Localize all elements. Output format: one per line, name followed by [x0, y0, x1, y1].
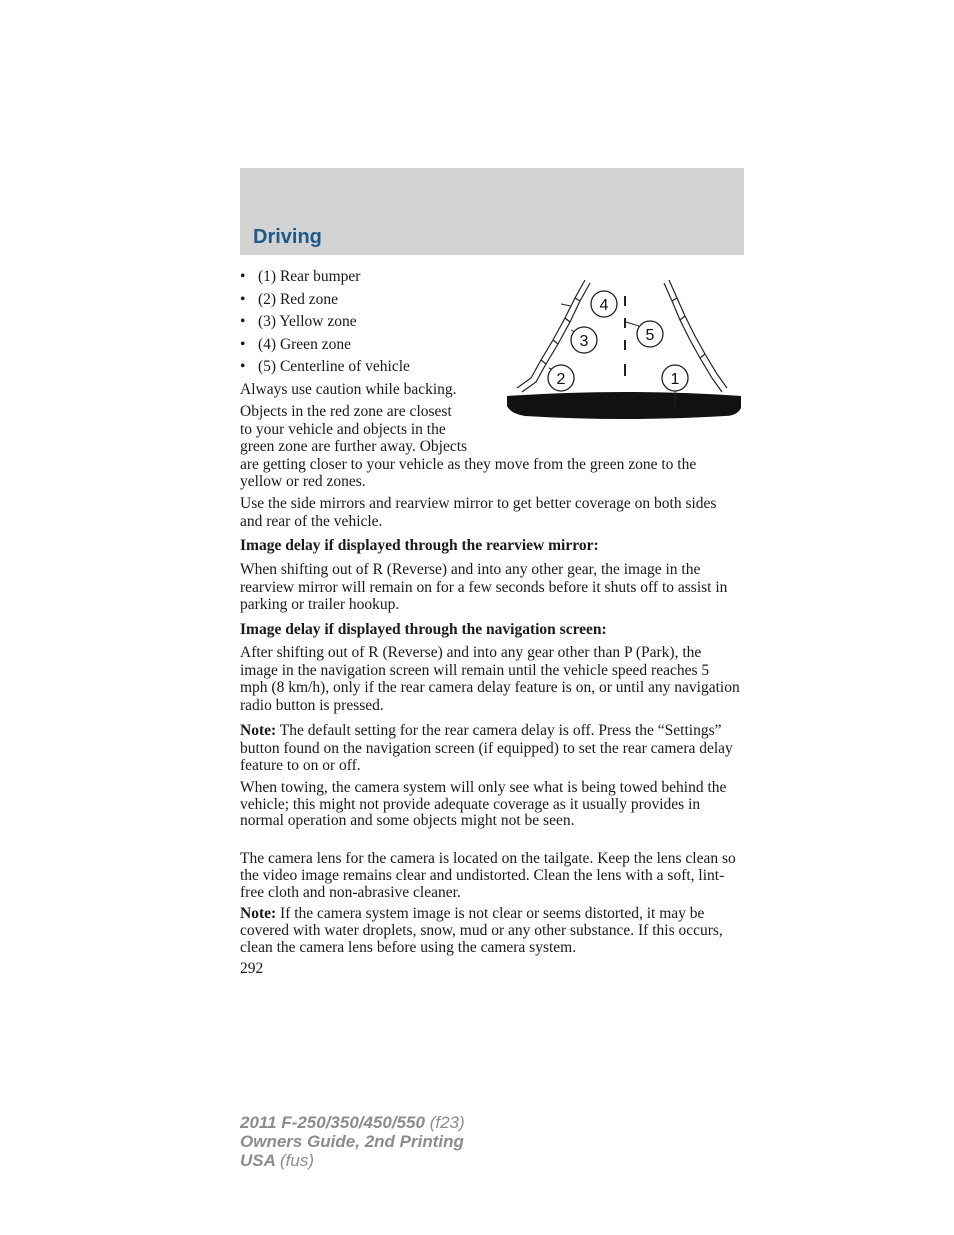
- footer-model-code: (f23): [429, 1113, 465, 1132]
- legend-item-yellow-zone: • (3) Yellow zone: [240, 313, 500, 336]
- nav-delay-heading: Image delay if displayed through the navigation screen:: [240, 621, 607, 638]
- diagram-legend-list: [240, 268, 500, 381]
- mirrors-paragraph: Use the side mirrors and rearview mirror to get better coverage on both sides and rear of the vehicle.: [240, 495, 717, 530]
- callout-label-3: 3: [579, 333, 589, 350]
- note-label: Note:: [240, 722, 277, 739]
- footer-market-code: (fus): [280, 1151, 314, 1170]
- note-text: If the camera system image is not clear or seems distorted, it may be covered with water droplets, snow, mud or any other substance. If this occurs, clean the camera lens before using the camera system.: [240, 905, 723, 956]
- footer-line-1: [240, 1113, 465, 1132]
- callout-label-1: 1: [670, 371, 680, 388]
- footer-line-2: Owners Guide, 2nd Printing: [240, 1132, 464, 1151]
- note-label: Note:: [240, 905, 277, 922]
- legend-item-green-zone: • (4) Green zone: [240, 336, 500, 359]
- footer-line-3: [240, 1151, 465, 1170]
- zones-line-4: are getting closer to your vehicle as they move from the green zone to the yellow or red zones.: [240, 455, 697, 490]
- callout-label-4: 4: [599, 297, 609, 314]
- section-title: Driving: [253, 226, 322, 248]
- document-footer: [240, 1113, 465, 1170]
- legend-item-rear-bumper: • (1) Rear bumper: [240, 268, 500, 291]
- note-lens-cleaning: [240, 906, 740, 956]
- caution-paragraph: Always use caution while backing.: [240, 381, 457, 398]
- zones-line-2: to your vehicle and objects in the: [240, 420, 446, 438]
- lens-paragraph: The camera lens for the camera is located on the tailgate. Keep the lens clean so the video image remains clear and undistorted. Clean the lens with a soft, lint-free cloth and non-abrasive cleaner.: [240, 850, 736, 901]
- mirror-delay-heading: Image delay if displayed through the rearview mirror:: [240, 537, 599, 554]
- mirror-delay-paragraph: When shifting out of R (Reverse) and into any other gear, the image in the rearview mirror will remain on for a few seconds before it shuts off to assist in parking or trailer hookup.: [240, 561, 728, 613]
- callout-label-5: 5: [645, 327, 655, 344]
- zones-line-1: Objects in the red zone are closest: [240, 403, 452, 420]
- legend-item-red-zone: • (2) Red zone: [240, 291, 500, 314]
- legend-item-centerline: • (5) Centerline of vehicle: [240, 358, 500, 381]
- note-text: The default setting for the rear camera delay is off. Press the “Settings” button found on the navigation screen (if equipped) to set the rear camera delay feature to on or off.: [240, 722, 733, 774]
- page-number: 292: [240, 960, 264, 977]
- towing-paragraph: When towing, the camera system will only see what is being towed behind the vehicle; this might not provide adequate coverage as it usually provides in normal operation and some objects might not be seen.: [240, 779, 727, 829]
- zones-paragraph: [240, 403, 740, 491]
- footer-market: USA: [240, 1151, 276, 1170]
- note-camera-delay: [240, 722, 740, 775]
- section-header-band: [240, 168, 744, 255]
- callout-label-2: 2: [556, 371, 566, 388]
- footer-model: 2011 F-250/350/450/550: [240, 1113, 425, 1132]
- nav-delay-paragraph: After shifting out of R (Reverse) and into any gear other than P (Park), the image in the navigation screen will remain until the vehicle speed reaches 5 mph (8 km/h), only if the rear camera delay feature is on, or until any navigation radio button is pressed.: [240, 644, 740, 714]
- zones-line-3: green zone are further away. Objects: [240, 438, 468, 455]
